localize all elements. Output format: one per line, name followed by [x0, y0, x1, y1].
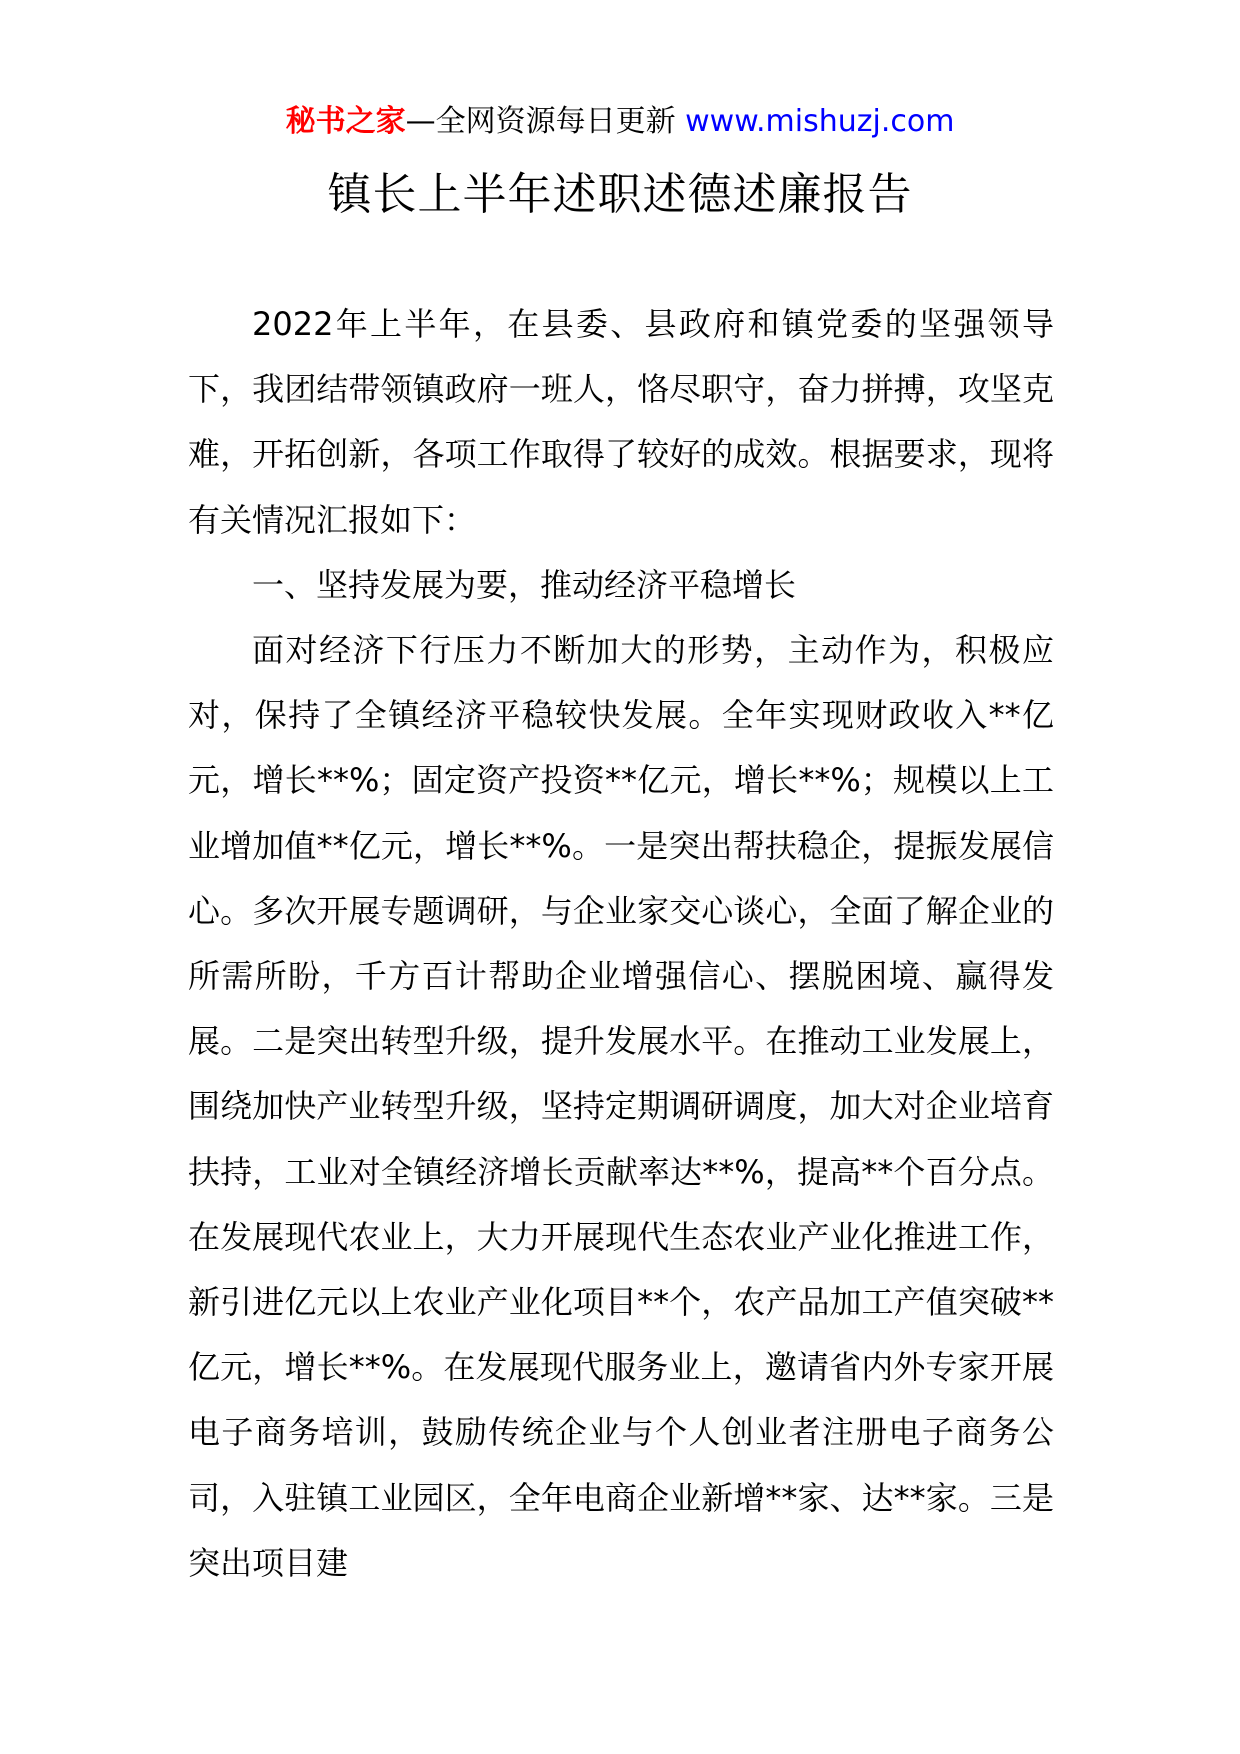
body-paragraph: 面对经济下行压力不断加大的形势，主动作为，积极应对，保持了全镇经济平稳较快发展。全年实现财政收入**亿元，增长**%；固定资产投资**亿元，增长**%；规模以上工业增加值**亿元，增长**%。一是突出帮扶稳企，提振发展信心。多次开展专题调研，与企业家交心谈心，全面了解企业的所需所盼，千方百计帮助企业增强信心、摆脱困境、赢得发展。二是突出转型升级，提升发展水平。在推动工业发展上，围绕加快产业转型升级，坚持定期调研调度，加大对企业培育扶持，工业对全镇经济增长贡献率达**%，提高**个百分点。在发展现代农业上，大力开展现代生态农业产业化推进工作，新引进亿元以上农业产业化项目**个，农产品加工产值突破**亿元，增长**%。在发展现代服务业上，邀请省内外专家开展电子商务培训，鼓励传统企业与个人创业者注册电子商务公司，入驻镇工业园区，全年电商企业新增**家、达**家。三是突出项目建	[188, 631, 1054, 1582]
brand-tagline: —全网资源每日更新	[405, 104, 676, 139]
brand-name: 秘书之家	[285, 104, 406, 139]
intro-paragraph: 2022年上半年，在县委、县政府和镇党委的坚强领导下，我团结带领镇政府一班人，恪尽职守，奋力拼搏，攻坚克难，开拓创新，各项工作取得了较好的成效。根据要求，现将有关情况汇报如下：	[188, 305, 1054, 539]
site-header	[0, 100, 1240, 144]
document-title: 镇长上半年述职述德述廉报告	[327, 169, 913, 220]
brand-url-link[interactable]: www.mishuzj.com	[685, 104, 955, 139]
document-body	[188, 292, 1054, 1596]
section-heading: 一、坚持发展为要，推动经济平稳增长	[252, 565, 797, 604]
